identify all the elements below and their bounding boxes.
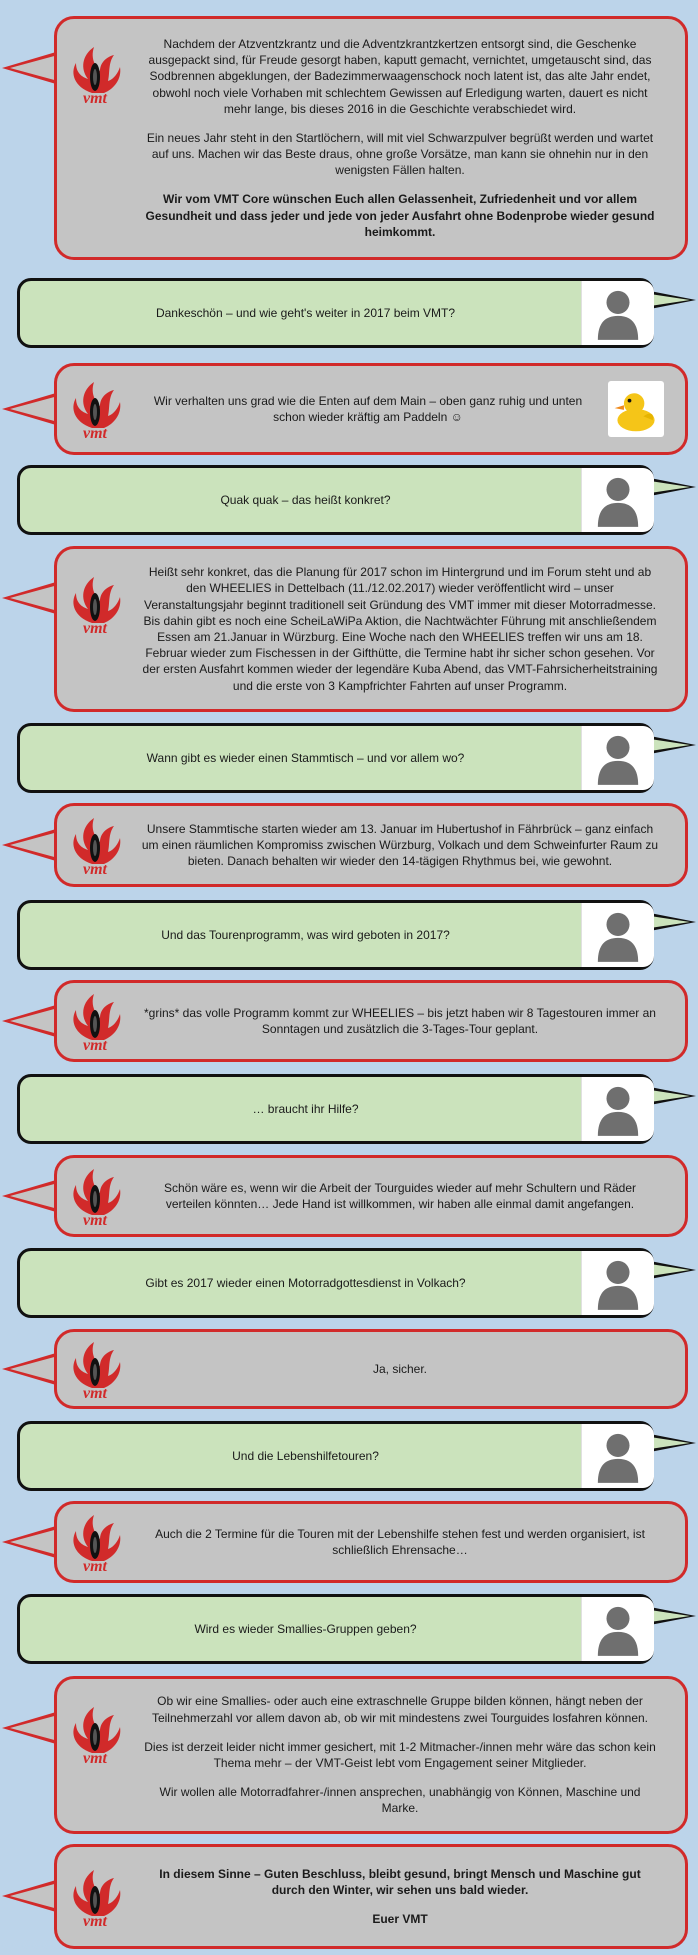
message-text [141, 1693, 659, 1816]
vmt-message [0, 1676, 698, 1834]
user-message [0, 723, 698, 793]
user-avatar-icon [581, 726, 654, 790]
vmt-message [0, 16, 698, 260]
user-avatar-icon [581, 281, 654, 345]
message-paragraph: Und die Lebenshilfetouren? [232, 1448, 379, 1463]
vmt-message [0, 1844, 698, 1949]
message-text [40, 305, 571, 321]
message-paragraph: Heißt sehr konkret, das die Planung für 2017 schon im Hintergrund und im Forum steht und ab den WHEELIES in Dettelbach (11./12.02.2017) wieder veröffentlicht wird – unser Veranstaltungsjahr beginnt traditionell seit Gründung des VMT immer mit dieser Motorradmesse. Bis dahin gibt es noch eine ScheiLaWiPa Aktion, die Nachtwächter Führung mit anschließendem Essen am 21.Januar in Würzburg. Eine Woche nach den WHEELIES treffen wir uns am 18. Februar wieder zum Fischessen in der Gifthütte, die Termine habt ihr sicher schon gesehen. Vor der ersten Ausfahrt kommen wieder der legendäre Kuba Abend, das VMT-Fahrsicherheitstraining und die erste von 3 Kampfrichter Fahrten auf unser Programm. [142, 565, 658, 693]
message-text [40, 1448, 571, 1464]
vmt-speech-bubble [54, 1329, 688, 1409]
vmt-logo-icon [64, 990, 126, 1052]
message-paragraph: Wird es wieder Smallies-Gruppen geben? [194, 1621, 417, 1636]
message-paragraph: Gibt es 2017 wieder einen Motorradgottesdienst in Volkach? [145, 1275, 466, 1290]
vmt-logo-icon [64, 814, 126, 876]
message-text [141, 1005, 659, 1037]
vmt-message [0, 1329, 698, 1409]
user-message [0, 1074, 698, 1144]
vmt-logo-icon [64, 378, 126, 440]
svg-text:vmt: vmt [83, 1558, 107, 1573]
vmt-logo-icon [64, 1703, 126, 1765]
vmt-speech-bubble [54, 803, 688, 887]
user-speech-bubble [17, 900, 654, 970]
message-text [141, 36, 659, 240]
message-paragraph: Und das Tourenprogramm, was wird geboten in 2017? [161, 927, 450, 942]
vmt-logo-icon [64, 1866, 126, 1928]
user-speech-bubble [17, 1248, 654, 1318]
vmt-speech-bubble [54, 1501, 688, 1583]
message-paragraph: Dankeschön – und wie geht's weiter in 2017 beim VMT? [155, 305, 456, 320]
user-avatar-icon [581, 903, 654, 967]
vmt-speech-bubble [54, 1155, 688, 1237]
vmt-message [0, 1155, 698, 1237]
svg-text:vmt: vmt [83, 425, 107, 440]
vmt-logo-icon [64, 1338, 126, 1400]
vmt-logo-icon [64, 43, 126, 105]
message-paragraph: Ob wir eine Smallies- oder auch eine extraschnelle Gruppe bilden können, hängt neben der Teilnehmerzahl vor allem davon ab, ob wir mit mindestens zwei Tourguides losfahren können. [151, 1694, 649, 1725]
vmt-message [0, 363, 698, 455]
message-paragraph: Wir verhalten uns grad wie die Enten auf dem Main – oben ganz ruhig und unten schon wieder kräftig am Paddeln ☺ [153, 393, 583, 424]
message-text [141, 564, 659, 694]
message-paragraph: *grins* das volle Programm kommt zur WHEELIES – bis jetzt haben wir 8 Tagestouren immer an Sonntagen und zusätzlich die 3-Tages-Tour geplant. [144, 1005, 656, 1036]
message-paragraph: Wir wollen alle Motorradfahrer-/innen ansprechen, unabhängig von Können, Maschine und Marke. [159, 1785, 641, 1816]
message-paragraph: Wann gibt es wieder einen Stammtisch – und vor allem wo? [146, 750, 465, 765]
vmt-message [0, 980, 698, 1062]
vmt-message [0, 803, 698, 887]
message-text [40, 492, 571, 508]
user-speech-bubble [17, 1074, 654, 1144]
user-speech-bubble [17, 723, 654, 793]
message-paragraph: Euer VMT [372, 1912, 428, 1927]
vmt-speech-bubble [54, 980, 688, 1062]
message-text [40, 1621, 571, 1637]
svg-text:vmt: vmt [83, 90, 107, 105]
user-message [0, 465, 698, 535]
message-paragraph: Wir vom VMT Core wünschen Euch allen Gelassenheit, Zufriedenheit und vor allem Gesundheit und dass jeder und jede von jeder Ausfahrt ohne Bodenprobe wieder gesund heimkommt. [145, 192, 655, 239]
user-message [0, 1421, 698, 1491]
svg-text:vmt: vmt [83, 1750, 107, 1765]
message-paragraph: Dies ist derzeit leider nicht immer gesichert, mit 1-2 Mitmacher-/innen mehr wäre das schon kein Thema mehr – der VMT-Geist lebt vom Engagement seiner Mitglieder. [144, 1739, 656, 1770]
user-message [0, 1594, 698, 1664]
user-message [0, 278, 698, 348]
vmt-speech-bubble [54, 1676, 688, 1834]
message-text [40, 1275, 571, 1291]
vmt-message [0, 546, 698, 712]
message-paragraph: Unsere Stammtische starten wieder am 13. Januar im Hubertushof in Fährbrück – ganz einfach um einen räumlichen Kompromiss zwischen Würzburg, Volkach und dem Schweinfurter Raum zu bieten. Danach behalten wir wieder den 14-tägigen Rhythmus bei, wie gewohnt. [141, 821, 659, 869]
vmt-speech-bubble [54, 363, 688, 455]
svg-text:vmt: vmt [83, 1212, 107, 1227]
message-paragraph: Ein neues Jahr steht in den Startlöchern, will mit viel Schwarzpulver begrüßt werden und wartet auf uns. Machen wir das Beste draus, ohne große Vorsätze, man kann sie ohnehin nur in den wenigsten Fällen halten. [146, 130, 654, 178]
svg-text:vmt: vmt [83, 861, 107, 876]
message-paragraph: Auch die 2 Termine für die Touren mit der Lebenshilfe stehen fest und werden organisiert, ist schließlich Ehrensache… [155, 1526, 645, 1557]
vmt-speech-bubble [54, 16, 688, 260]
vmt-logo-icon [64, 1511, 126, 1573]
user-speech-bubble [17, 278, 654, 348]
message-text [40, 927, 571, 943]
message-paragraph: In diesem Sinne – Guten Beschluss, bleibt gesund, bringt Mensch und Maschine gut durch den Winter, wir sehen uns bald wieder. [159, 1866, 641, 1897]
rubber-duck-icon [608, 381, 664, 437]
user-avatar-icon [581, 1251, 654, 1315]
svg-text:vmt: vmt [83, 1037, 107, 1052]
user-avatar-icon [581, 468, 654, 532]
message-text [141, 821, 659, 870]
vmt-speech-bubble [54, 546, 688, 712]
user-speech-bubble [17, 1594, 654, 1664]
message-paragraph: Schön wäre es, wenn wir die Arbeit der Tourguides wieder auf mehr Schultern und Räder verteilen könnten… Jede Hand ist willkommen, wir haben alle einmal damit angefangen. [163, 1180, 637, 1211]
user-avatar-icon [581, 1424, 654, 1488]
vmt-speech-bubble [54, 1844, 688, 1949]
user-avatar-icon [581, 1077, 654, 1141]
message-paragraph: Ja, sicher. [372, 1361, 428, 1376]
message-text [141, 1866, 659, 1928]
user-message [0, 1248, 698, 1318]
vmt-message [0, 1501, 698, 1583]
message-paragraph: … braucht ihr Hilfe? [252, 1101, 359, 1116]
message-text [141, 1180, 659, 1212]
message-paragraph: Quak quak – das heißt konkret? [220, 492, 391, 507]
message-text [141, 1526, 659, 1558]
message-text [141, 1361, 659, 1377]
svg-text:vmt: vmt [83, 1385, 107, 1400]
message-text [141, 393, 595, 425]
user-speech-bubble [17, 1421, 654, 1491]
user-avatar-icon [581, 1597, 654, 1661]
vmt-logo-icon [64, 573, 126, 635]
svg-text:vmt: vmt [83, 620, 107, 635]
message-text [40, 750, 571, 766]
user-message [0, 900, 698, 970]
vmt-logo-icon [64, 1165, 126, 1227]
message-paragraph: Nachdem der Atzventzkrantz und die Adventzkrantzkertzen entsorgt sind, die Geschenke ausgepackt sind, für Freude gesorgt haben, kaputt gemacht, vernichtet, umgetauscht sind, das Sodbrennen abgeklungen, der Badezimmerwaagenschock noch latent ist, das alte Jahr endet, obwohl noch viele Vorhaben mit schlechtem Gewissen auf Erledigung warten, dauert es nicht mehr lange, bis dieses 2016 in die Geschichte verabschiedet wird. [148, 36, 652, 116]
message-text [40, 1101, 571, 1117]
user-speech-bubble [17, 465, 654, 535]
svg-text:vmt: vmt [83, 1912, 107, 1928]
